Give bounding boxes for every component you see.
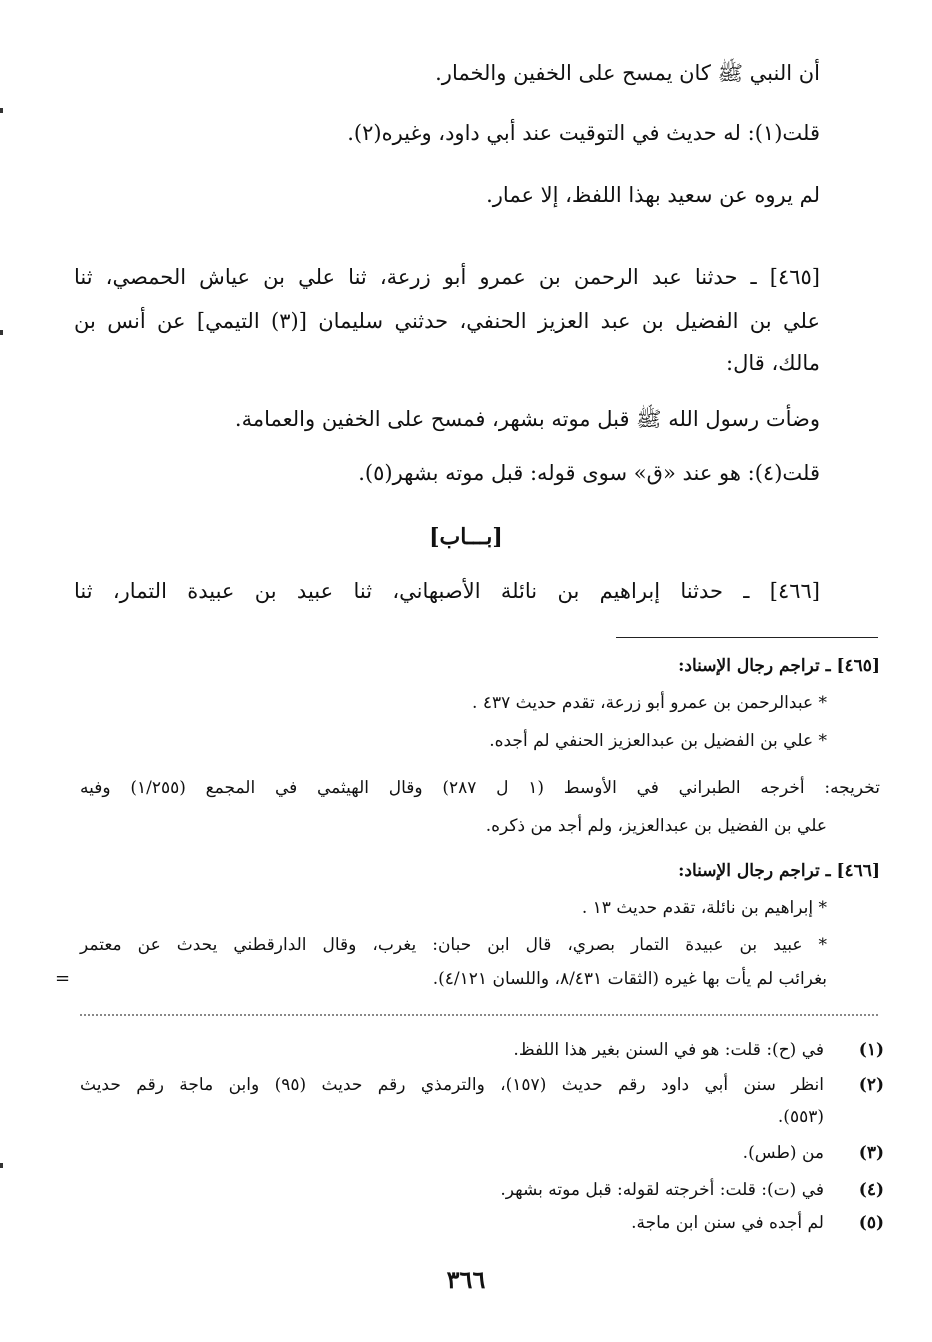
main-text-line: أن النبي ﷺ كان يمسح على الخفين والخمار.: [435, 61, 820, 85]
footnote-number: (٥): [858, 1213, 884, 1233]
narrator-item: * إبراهيم بن نائلة، تقدم حديث ١٣ .: [581, 898, 827, 918]
footnote-divider: [80, 1014, 878, 1016]
footnote-number: (٤): [858, 1180, 884, 1200]
narrator-item: * علي بن الفضيل بن عبدالعزيز الحنفي لم أجده.: [489, 731, 827, 751]
narrator-item: * عبدالرحمن بن عمرو أبو زرعة، تقدم حديث ٤٣٧ .: [472, 693, 827, 713]
narrator-item: * عبيد بن عبيدة التمار بصري، قال ابن حبان: يغرب، وقال الدارقطني يحدث عن معتمر: [80, 935, 827, 955]
hadith-465-line: [٤٦٥] ـ حدثنا عبد الرحمن بن عمرو أبو زرعة، ثنا علي بن عياش الحمصي، ثنا: [74, 265, 820, 289]
main-text-line: قلت(١): له حديث في التوقيت عند أبي داود، وغيره(٢).: [347, 121, 820, 145]
page-number: ٣٦٦: [446, 1265, 486, 1294]
footnote-number: (١): [858, 1040, 884, 1060]
takhrij-line: علي بن الفضيل بن عبدالعزيز، ولم أجد من ذكره.: [485, 816, 827, 836]
main-text-line: لم يروه عن سعيد بهذا اللفظ، إلا عمار.: [486, 183, 820, 207]
hadith-465-line: مالك، قال:: [726, 351, 820, 375]
footnote-text: في (ح): قلت: هو في السنن بغير هذا اللفظ.: [513, 1040, 824, 1060]
footnote-text: انظر سنن أبي داود رقم حديث (١٥٧)، والترمذي رقم حديث (٩٥) وابن ماجة رقم حديث: [80, 1075, 824, 1095]
hadith-465-line: علي بن الفضيل بن عبد العزيز الحنفي، حدثني سليمان [(٣) التيمي] عن أنس بن: [74, 309, 820, 333]
scan-mark: [0, 1163, 3, 1168]
scan-mark: [0, 330, 3, 335]
takhrij-line: تخريجه: أخرجه الطبراني في الأوسط (١ ل ٢٨٧) وقال الهيثمي في المجمع (١/٢٥٥) وفيه: [80, 778, 880, 798]
footnote-text: من (طس).: [742, 1143, 824, 1163]
main-text-line: قلت(٤): هو عند «ق» سوى قوله: قبل موته بشهر(٥).: [358, 461, 820, 485]
footnote-number: (٢): [858, 1075, 884, 1095]
hadith-466-line: [٤٦٦] ـ حدثنا إبراهيم بن نائلة الأصبهاني، ثنا عبيد بن عبيدة التمار، ثنا: [74, 579, 820, 603]
footnote-separator: [616, 637, 878, 638]
scan-mark: [0, 108, 3, 113]
narrator-item: بغرائب لم يأت بها غيره (الثقات ٨/٤٣١، واللسان ٤/١٢١).: [432, 969, 827, 989]
narrators-heading: [٤٦٦] ـ تراجم رجال الإسناد:: [678, 861, 880, 881]
footnote-text: لم أجده في سنن ابن ماجة.: [631, 1213, 824, 1233]
narrators-heading: [٤٦٥] ـ تراجم رجال الإسناد:: [678, 656, 880, 676]
continuation-mark: =: [55, 968, 71, 989]
chapter-heading: [بـــاب]: [429, 524, 503, 550]
footnote-text: في (ت): قلت: أخرجته لقوله: قبل موته بشهر.: [500, 1180, 824, 1200]
footnote-text: (٥٥٣).: [777, 1107, 824, 1127]
footnote-number: (٣): [858, 1143, 884, 1163]
hadith-465-text: وضأت رسول الله ﷺ قبل موته بشهر، فمسح على الخفين والعمامة.: [234, 407, 820, 431]
